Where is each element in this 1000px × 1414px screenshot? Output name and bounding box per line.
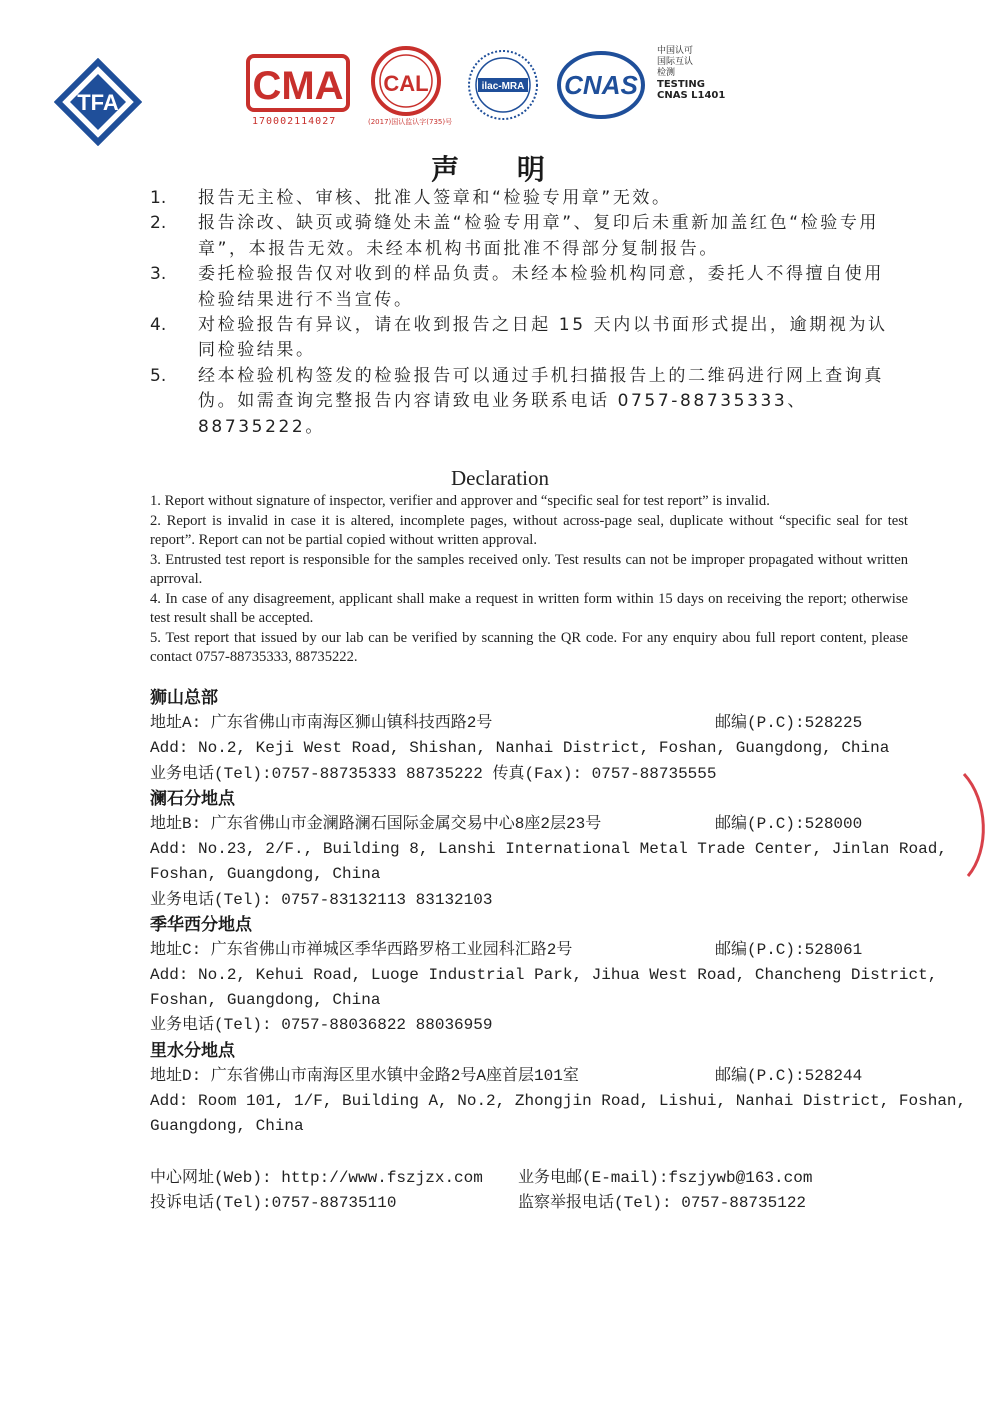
cnas-logo xyxy=(556,50,646,120)
address-en: Foshan, Guangdong, China xyxy=(150,865,381,884)
cal-number: (2017)国认监认字(735)号 xyxy=(368,118,453,126)
item-number: 2. xyxy=(150,213,167,234)
address-en: Add: No.2, Keji West Road, Shishan, Nanhai District, Foshan, Guangdong, China xyxy=(150,739,890,758)
address-cn-row xyxy=(150,812,920,837)
ilac-logo-text: ilac-MRA xyxy=(481,81,525,92)
zh-declaration-item xyxy=(150,186,890,211)
zh-declaration-item xyxy=(150,313,890,364)
location-name: 里水分地点 xyxy=(150,1040,235,1061)
address-cn: 地址B: 广东省佛山市金澜路澜石国际金属交易中心8座2层23号 xyxy=(150,814,602,833)
business-tel: 业务电话(Tel): 0757-88036822 88036959 xyxy=(150,1016,493,1035)
location-name: 狮山总部 xyxy=(150,688,218,708)
cma-logo-text: CMA xyxy=(252,64,344,108)
item-text: 经本检验机构签发的检验报告可以通过手机扫描报告上的二维码进行网上查询真伪。如需查询完整报告内容请致电业务联系电话 0757-88735333、88735222。 xyxy=(198,365,884,437)
business-email: 业务电邮(E-mail):fszjywb@163.com xyxy=(518,1169,813,1187)
address-cn: 地址D: 广东省佛山市南海区里水镇中金路2号A座首层101室 xyxy=(150,1066,579,1085)
item-number: 1. xyxy=(150,188,167,208)
zh-declaration-list xyxy=(150,186,890,440)
footer-row xyxy=(150,1191,920,1216)
cnas-caption-line: 中国认可 xyxy=(657,46,694,56)
cal-logo-text: CAL xyxy=(383,71,429,96)
en-declaration-list xyxy=(150,492,908,668)
zh-declaration-item xyxy=(150,211,890,262)
address-cn: 地址C: 广东省佛山市禅城区季华西路罗格工业园科汇路2号 xyxy=(150,940,573,959)
business-tel: 业务电话(Tel):0757-88735333 88735222 传真(Fax): 0757-88735555 xyxy=(150,764,717,783)
footer-row xyxy=(150,1166,920,1191)
contact-footer xyxy=(150,1166,920,1216)
address-cn-row xyxy=(150,711,920,736)
en-declaration-item: 3. Entrusted test report is responsible for the samples received only. Test results can not be improper propagated without written aprroval. xyxy=(150,551,908,587)
cnas-caption-line: 国际互认 xyxy=(657,57,694,67)
location-name: 澜石分地点 xyxy=(150,788,235,809)
postal-code: 邮编(P.C):528244 xyxy=(715,1066,863,1085)
postal-code: 邮编(P.C):528225 xyxy=(715,714,863,733)
tfa-logo xyxy=(54,58,142,146)
address-en: Foshan, Guangdong, China xyxy=(150,991,381,1010)
en-declaration-item: 5. Test report that issued by our lab can be verified by scanning the QR code. For any enquiry abou full report content, please contact 0757-88735333, 88735222. xyxy=(150,629,908,665)
address-en: Add: No.2, Kehui Road, Luoge Industrial Park, Jihua West Road, Chancheng District, xyxy=(150,966,938,985)
item-text: 委托检验报告仅对收到的样品负责。未经本检验机构同意，委托人不得擅自使用检验结果进行不当宣传。 xyxy=(198,264,884,310)
zh-declaration-title: 声 明 xyxy=(431,153,569,186)
address-en: Add: No.23, 2/F., Building 8, Lanshi International Metal Trade Center, Jinlan Road, xyxy=(150,840,947,859)
address-en: Guangdong, China xyxy=(150,1117,304,1136)
item-text: 对检验报告有异议，请在收到报告之日起 15 天内以书面形式提出，逾期视为认同检验结果。 xyxy=(198,315,888,361)
cnas-caption-line: CNAS L1401 xyxy=(657,90,726,101)
cal-logo xyxy=(365,44,447,118)
cma-logo xyxy=(246,52,350,114)
en-declaration-item: 4. In case of any disagreement, applicant shall make a request in written form within 15 days on receiving the report; otherwise test result shall be accepted. xyxy=(150,590,908,626)
cnas-caption xyxy=(657,46,725,101)
complaint-tel: 投诉电话(Tel):0757-88735110 xyxy=(150,1194,397,1212)
address-cn-row xyxy=(150,938,920,963)
address-en: Add: Room 101, 1/F, Building A, No.2, Zhongjin Road, Lishui, Nanhai District, Foshan, xyxy=(150,1092,967,1110)
accreditation-logos xyxy=(0,40,1000,140)
address-cn: 地址A: 广东省佛山市南海区狮山镇科技西路2号 xyxy=(150,714,493,733)
postal-code: 邮编(P.C):528000 xyxy=(715,814,863,833)
business-tel: 业务电话(Tel): 0757-83132113 83132103 xyxy=(150,890,493,909)
location-directory xyxy=(150,686,967,1139)
cnas-caption-line: TESTING xyxy=(657,79,705,90)
en-declaration-item: 1. Report without signature of inspector, verifier and approver and “specific seal for test report” is invalid. xyxy=(150,493,770,509)
item-number: 3. xyxy=(150,264,167,285)
website: 中心网址(Web): http://www.fszjzx.com xyxy=(150,1169,483,1187)
location-name: 季华西分地点 xyxy=(150,914,252,935)
postal-code: 邮编(P.C):528061 xyxy=(715,940,863,959)
item-text: 报告涂改、缺页或骑缝处未盖“检验专用章”、复印后未重新加盖红色“检验专用章”，本报告无效。未经本机构书面批准不得部分复制报告。 xyxy=(198,213,880,259)
zh-declaration-item xyxy=(150,364,890,440)
en-declaration-title: Declaration xyxy=(451,466,549,490)
cnas-caption-line: 检测 xyxy=(657,68,676,78)
ilac-mra-logo xyxy=(466,48,540,122)
item-number: 5. xyxy=(150,365,167,386)
cma-number: 170002114027 xyxy=(252,116,337,127)
address-cn-row xyxy=(150,1064,920,1089)
en-declaration-item: 2. Report is invalid in case it is altered, incomplete pages, without across-page seal, duplicate without “specific seal for test report”. Report can not be partial copied without written approval. xyxy=(150,512,908,548)
cnas-logo-text: CNAS xyxy=(564,70,638,100)
report-tel: 监察举报电话(Tel): 0757-88735122 xyxy=(518,1194,807,1212)
tfa-logo-text: TFA xyxy=(77,90,119,115)
item-number: 4. xyxy=(150,315,167,336)
zh-declaration-item xyxy=(150,262,890,313)
item-text: 报告无主检、审核、批准人签章和“检验专用章”无效。 xyxy=(198,188,672,208)
partial-seal-mark xyxy=(960,770,1000,880)
